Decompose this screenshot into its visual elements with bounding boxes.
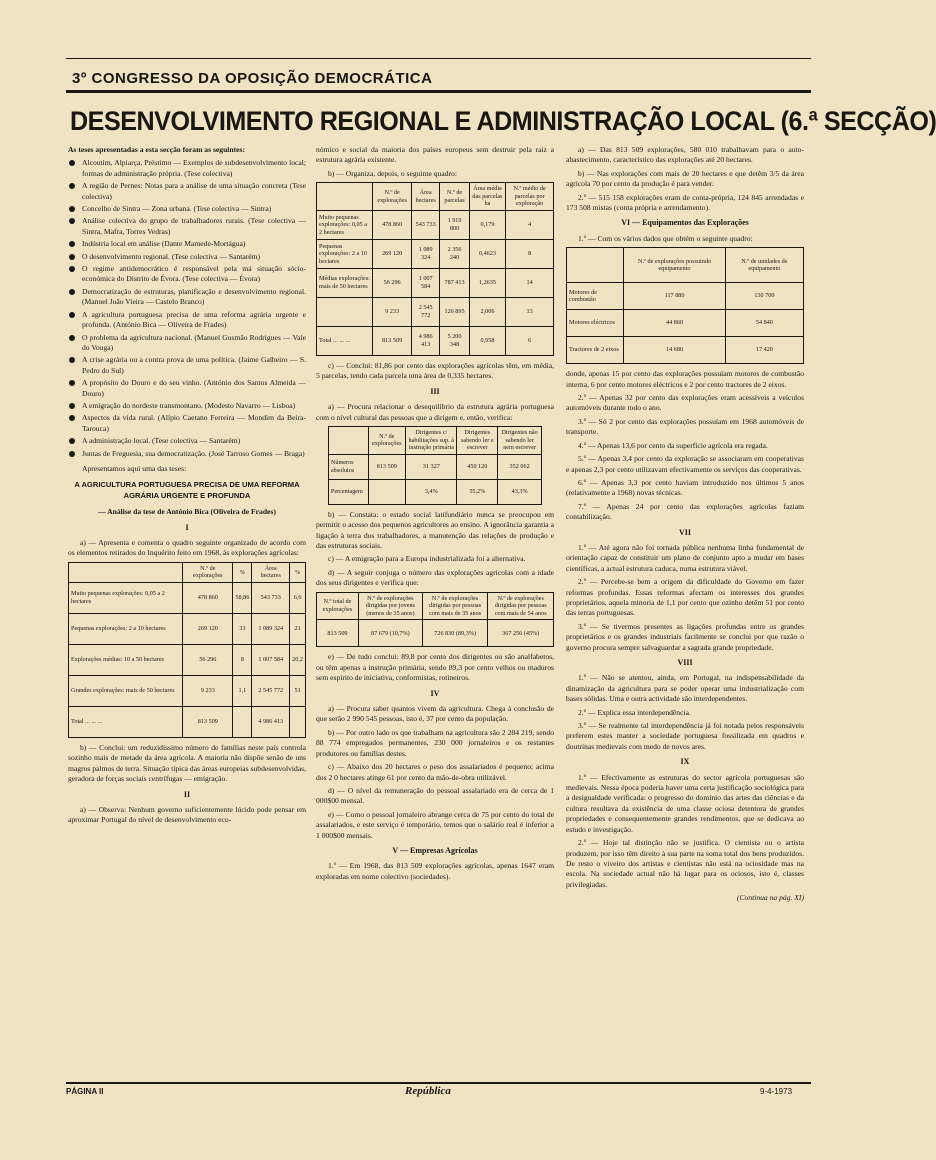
table-cell: 543 733 xyxy=(252,583,290,614)
thesis-item: A administração local. (Tese colectiva — Santarém) xyxy=(68,436,306,446)
column-1 xyxy=(68,145,306,829)
table-cell: 813 509 xyxy=(368,454,406,479)
thesis-item: Democratização de estruturas, planificação e desenvolvimento regional. (Manuel João Vieira — Castelo Branco) xyxy=(68,287,306,308)
table-cell: 8 xyxy=(233,645,252,676)
table-cell: 13 xyxy=(506,298,554,327)
table-cell: 87 679 (10,7%) xyxy=(358,620,422,647)
table-cell: 51 xyxy=(290,676,306,707)
thesis-item: O problema da agricultura nacional. (Manuel Gusmão Rodrigues — Vale do Vouga) xyxy=(68,333,306,354)
thesis-item: A agricultura portuguesa precisa de uma reforma agrária urgente e profunda. (António Bica — Oliveira de Frades) xyxy=(68,310,306,331)
thesis-item: O desenvolvimento regional. (Tese colectiva — Santarém) xyxy=(68,252,306,262)
table-header-cell: N.º de explorações xyxy=(368,427,406,455)
paragraph: a) — Procura saber quantos vivem da agricultura. Chega à conclusão de que serão 2 990 545 pessoas, isto é, 37 por cento da população. xyxy=(316,704,554,724)
table-header-cell xyxy=(328,427,368,455)
paragraph: b) — Nas explorações com mais de 20 hectares e que detêm 3/5 da área agrícola 70 por cento da produção é para vender. xyxy=(566,168,804,189)
continued-note: (Continua na pág. XI) xyxy=(736,893,804,903)
table-cell: 726 830 (89,3%) xyxy=(422,620,488,647)
table-cell: 352 062 xyxy=(498,454,542,479)
table-cell: 9 233 xyxy=(373,298,412,327)
table-cell: 1 007 584 xyxy=(252,645,290,676)
table-row xyxy=(317,211,554,240)
table-header-cell: N.º total de explorações xyxy=(317,592,359,620)
table-header-cell: N.º de explorações possuindo equipamento xyxy=(624,248,725,283)
table-cell: Números absolutos xyxy=(328,454,368,479)
column-3 xyxy=(566,145,804,907)
table-cell: 2 545 772 xyxy=(411,298,439,327)
intro-text: As teses apresentadas a esta secção foram as seguintes: xyxy=(68,145,246,154)
table-cell: 14 680 xyxy=(624,337,725,364)
paragraph: 1.º — Até agora não foi tornada pública nenhuma linha fundamental de orientação capaz de constituir um plano de conjunto apto a mudar em bases científicas, a actual estrutura caduca, numa estrutura viável. xyxy=(566,542,804,573)
table-holdings xyxy=(68,562,306,738)
table-header-row xyxy=(69,562,306,582)
paragraph: 1.º — Com os vários dados que obtém o seguinte quadro: xyxy=(578,233,753,243)
table-cell: 269 120 xyxy=(373,240,412,269)
paragraph: 5.º — Apenas 3,4 por cento da exploração se associaram em cooperativas e apenas 2,3 por cento utilizavam efectivamente os serviços das cooperativas. xyxy=(566,454,804,474)
thesis-item: Indústria local em análise (Dante Mamede-Mortágua) xyxy=(68,239,306,249)
table-cell: Percentagem xyxy=(328,479,368,504)
table-header-cell: N.º de explorações dirigidas por pessoas com mais de 54 anos xyxy=(488,592,554,620)
table-cell: 478 860 xyxy=(373,211,412,240)
table-cell: 54 840 xyxy=(725,310,803,337)
table-cell: Pequenas explorações: 2 a 10 hectares xyxy=(317,240,373,269)
thesis-item: A propósito do Douro e do seu vinho. (António dos Santos Almeida — Douro) xyxy=(68,378,306,399)
section-heading-iii: III xyxy=(430,386,440,396)
table-cell: 450 120 xyxy=(457,454,498,479)
table-cell: 21 xyxy=(290,614,306,645)
present-text: Apresentamos aqui uma das teses: xyxy=(82,463,187,473)
paragraph: 7.º — Apenas 24 por cento das explorações agrícolas faziam contabilização. xyxy=(566,501,804,522)
table-cell: Muito pequenas explorações: 0,05 a 2 hectares xyxy=(317,211,373,240)
table-header-cell: N.º de parcelas xyxy=(440,183,469,211)
table-cell: 1 919 800 xyxy=(440,211,469,240)
table-cell: 56 296 xyxy=(183,645,233,676)
table-header-cell: % xyxy=(233,562,252,582)
paragraph: donde, apenas 15 por cento das explorações possuíam motores de combustão interna, 6 por cento motores eléctricos e 2 por cento tractores de 2 eixos. xyxy=(566,369,804,389)
paragraph: c) — A emigração para a Europa industrializada foi a alternativa. xyxy=(328,554,526,564)
table-row xyxy=(317,620,554,647)
table-cell: 3,4% xyxy=(406,479,457,504)
paragraph: 2.º — 515 158 explorações eram de conta-própria, 124 845 arrendadas e 173 508 mistas (conta própria e arrendamento). xyxy=(566,192,804,213)
issue-date: 9-4-1973 xyxy=(760,1087,793,1096)
table-equipment xyxy=(566,247,804,364)
footer-rule xyxy=(66,1082,811,1084)
table-cell: 4 xyxy=(506,211,554,240)
paragraph: a) — Procura relacionar o desequilíbrio da estrutura agrária portuguesa com o nível cultural das pessoas que a dirigem e, então, verifica: xyxy=(316,402,554,422)
table-cell: Explorações médias: 10 a 50 hectares xyxy=(69,645,183,676)
table-cell: 4 986 413 xyxy=(411,327,439,356)
table-cell: 8 xyxy=(506,240,554,269)
table-cell: 55,2% xyxy=(457,479,498,504)
table-row xyxy=(69,645,306,676)
thesis-item: Concelho de Sintra — Zona urbana. (Tese colectiva — Sintra) xyxy=(68,204,306,214)
table-cell: 126 895 xyxy=(440,298,469,327)
table-header-row xyxy=(317,592,554,620)
thesis-item: A região de Pernes: Notas para a análise de uma situação concreta (Tese colectiva) xyxy=(68,181,306,202)
thesis-item: Juntas de Freguesia, sua democratização. (José Tarroso Gomes — Braga) xyxy=(68,449,306,459)
table-cell xyxy=(290,707,306,738)
table-header-cell: N.º médio de parcelas por exploração xyxy=(506,183,554,211)
table-header-cell: Área média das parcelas ha xyxy=(469,183,506,211)
paragraph: 3.º — Se tivermos presentes as ligações profundas entre os grandes proprietários e os grandes industriais facilmente se conclui por que razão o governo procura sempre salvaguardar a sagrada grande propriedade. xyxy=(566,621,804,652)
paragraph: 2.º — Apenas 32 por cento das explorações eram acessíveis a veículos automóveis durante todo o ano. xyxy=(566,393,804,413)
table-cell: Muito pequenas explorações: 0,05 a 2 hectares xyxy=(69,583,183,614)
table-cell: Grandes explorações: mais de 50 hectares xyxy=(69,676,183,707)
table-header-cell: Dirigentes não sabendo ler nem escrever xyxy=(498,427,542,455)
table-cell: 20,2 xyxy=(290,645,306,676)
table-row xyxy=(328,479,541,504)
table-cell xyxy=(317,298,373,327)
table-header-cell: N.º de explorações dirigidas por pessoas com mais de 35 anos xyxy=(422,592,488,620)
paragraph: 3.º — Se realmente tal interdependência já foi notada pelos responsáveis preferem estes manter a sociedade portuguesa fossilizada em quadros e doutrinas medievais com medo de novos ares. xyxy=(566,721,804,751)
header-rule xyxy=(66,90,811,93)
paragraph: b) — Por outro lado os que trabalham na agricultura são 2 284 219, sendo 88 774 empregados permanentes, 230 000 jornaleiros e os restantes produtores ou famílias destes. xyxy=(316,727,554,758)
paragraph: b) — Organiza, depois, o seguinte quadro: xyxy=(328,168,457,178)
table-row xyxy=(567,310,804,337)
table-education xyxy=(328,426,542,505)
newspaper-name: República xyxy=(405,1085,451,1097)
paragraph: 4.º — Apenas 13,6 por cento da superfície agrícola era regada. xyxy=(578,440,768,450)
thesis-item: O regime antidemocrático é responsável pela má situação sócio-económica do Distrito de Évora. (Tese colectiva — Évora) xyxy=(68,264,306,285)
table-age xyxy=(316,592,554,648)
table-cell: 117 880 xyxy=(624,283,725,310)
table-row xyxy=(317,269,554,298)
table-cell: 2 545 772 xyxy=(252,676,290,707)
section-heading-iv: IV xyxy=(430,688,440,698)
table-cell: 0,958 xyxy=(469,327,506,356)
table-cell: 478 860 xyxy=(183,583,233,614)
paragraph: d) — A seguir conjuga o número das explorações agrícolas com a idade dos seus dirigentes e verifica que: xyxy=(316,567,554,588)
thesis-item: A emigração do nordeste transmontano. (Modesto Navarro — Lisboa) xyxy=(68,401,306,411)
table-cell: 31 327 xyxy=(406,454,457,479)
table-cell: 543 733 xyxy=(411,211,439,240)
table-row xyxy=(69,583,306,614)
table-header-cell: Área hectares xyxy=(411,183,439,211)
table-cell: 6,6 xyxy=(290,583,306,614)
paragraph: 1.º — Não se atentou, ainda, em Portugal, na indispensabilidade da dinamização da agricultura para se poder operar uma industrialização com bases sólidas. Uma e outra actividade são interdependentes. xyxy=(566,673,804,704)
table-cell: 0,4623 xyxy=(469,240,506,269)
thesis-item: Alcoutim, Alpiarça, Préstimo — Exemplos de subdesenvolvimento local; formas de administração própria. (Tese colectiva) xyxy=(68,158,306,179)
table-header-cell xyxy=(317,183,373,211)
paragraph: d) — O nível da remuneração do pessoal assalariado era de cerca de 1 000$00 mensal. xyxy=(316,785,554,806)
page-title: DESENVOLVIMENTO REGIONAL E ADMINISTRAÇÃO LOCAL (6.ª SECÇÃO) xyxy=(70,106,936,136)
table-header-cell: N.º de unidades de equipamento xyxy=(725,248,803,283)
paragraph: b) — Conclui: um reduzidíssimo número de famílias neste país controla sozinho mais de metade da área agrícola. A maioria não dispõe senão de uns magros palmos de terra. Situação típica das áreas europeias subdesenvolvidas, geradora de forças sociais centrífugas — emigração. xyxy=(68,743,306,784)
table-row xyxy=(69,676,306,707)
table-row xyxy=(567,337,804,364)
table-cell: 33 xyxy=(233,614,252,645)
table-cell: 9 233 xyxy=(183,676,233,707)
table-cell: 2 356 240 xyxy=(440,240,469,269)
table-cell: 813 509 xyxy=(373,327,412,356)
paragraph: a) — Observa: Nenhum governo suficientemente lúcido pode pensar em aproximar Portugal do nível de desenvolvimento eco- xyxy=(68,805,306,825)
table-header-cell: Área hectares xyxy=(252,562,290,582)
table-cell: Tractores de 2 eixos xyxy=(567,337,624,364)
table-header-cell xyxy=(567,248,624,283)
table-cell: 58,86 xyxy=(233,583,252,614)
table-row xyxy=(69,614,306,645)
paragraph: b) — Constata: o estado social latifundiário nunca se preocupou em permitir o acesso dos pequenos agricultores ao ensino. A ignorância garantia a ligação à terra dos trabalhadores, a manutenção das relações de produção e das estruturas sociais. xyxy=(316,509,554,551)
table-header-cell: N.º de explorações dirigidas por jovens (menos de 35 anos) xyxy=(358,592,422,620)
table-header-cell: Dirigentes c/ habilitações sup. à instrução primária xyxy=(406,427,457,455)
table-cell: Total ... ... ... xyxy=(69,707,183,738)
paragraph: c) — Conclui: 81,86 por cento das explorações agrícolas têm, em média, 5 parcelas, tendo cada parcela uma área de 0,335 hectares. xyxy=(316,361,554,381)
table-header-row xyxy=(567,248,804,283)
thesis-item: A crise agrária ou a contra prova de uma política. (Jaime Galheiro — S. Pedro do Sul) xyxy=(68,355,306,376)
paragraph: a) — Das 813 509 explorações, 580 010 trabalhavam para o auto-abastecimento, característico das explorações até 20 hectares. xyxy=(566,145,804,165)
section-heading-i: I xyxy=(185,522,189,532)
table-row xyxy=(328,454,541,479)
table-cell: 813 509 xyxy=(317,620,359,647)
section-heading-v: V — Empresas Agrícolas xyxy=(392,845,478,855)
table-cell: 56 296 xyxy=(373,269,412,298)
page-number: PÁGINA II xyxy=(66,1087,104,1096)
table-cell: Total ... ... ... xyxy=(317,327,373,356)
table-cell: 17 420 xyxy=(725,337,803,364)
table-cell: 1 007 584 xyxy=(411,269,439,298)
paragraph: nómico e social da maioria dos países europeus sem destruir pela raiz a estrutura agrária existente. xyxy=(316,145,554,165)
table-cell xyxy=(368,479,406,504)
table-cell: 44 860 xyxy=(624,310,725,337)
table-cell: Motores de combustão xyxy=(567,283,624,310)
table-cell: Médias explorações: mais de 50 hectares xyxy=(317,269,373,298)
table-header-cell xyxy=(69,562,183,582)
table-cell: 1,2635 xyxy=(469,269,506,298)
thesis-title: A AGRICULTURA PORTUGUESA PRECISA DE UMA REFORMA AGRÁRIA URGENTE E PROFUNDA xyxy=(74,480,300,500)
table-cell: 130 700 xyxy=(725,283,803,310)
table-parcels xyxy=(316,182,554,356)
section-header: 3º CONGRESSO DA OPOSIÇÃO DEMOCRÁTICA xyxy=(72,70,433,87)
paragraph: 6.º — Apenas 3,3 por cento haviam introduzido nos últimos 5 anos (relativamente a 1968) novas técnicas. xyxy=(566,477,804,498)
table-row xyxy=(317,240,554,269)
table-header-cell: N.º de explorações xyxy=(183,562,233,582)
paragraph: 1.º — Em 1968, das 813 509 explorações agrícolas, apenas 1647 eram exploradas em nome colectivo (sociedades). xyxy=(316,861,554,881)
table-header-row xyxy=(317,183,554,211)
table-cell: 787 413 xyxy=(440,269,469,298)
table-row xyxy=(567,283,804,310)
table-cell: 2,006 xyxy=(469,298,506,327)
table-cell: 813 509 xyxy=(183,707,233,738)
paragraph: 2.º — Explica essa interdependência. xyxy=(578,707,691,717)
table-cell: 1 089 324 xyxy=(252,614,290,645)
table-row xyxy=(317,327,554,356)
table-cell: 269 120 xyxy=(183,614,233,645)
table-cell: 4 986 413 xyxy=(252,707,290,738)
analysis-byline: — Análise da tese de António Bica (Oliveira de Frades) xyxy=(98,507,276,517)
table-cell: 5 200 348 xyxy=(440,327,469,356)
section-heading-ii: II xyxy=(183,789,191,799)
paragraph: c) — Abaixo dos 20 hectares o peso dos assalariados é pequeno; acima dos 2 0 hectares atinge 61 por cento da mão-de-obra utilizável. xyxy=(316,762,554,782)
section-heading-vi: VI — Equipamentos das Explorações xyxy=(621,218,749,228)
top-rule xyxy=(66,58,811,59)
thesis-item: Aspectos da vida rural. (Alípio Caetano Ferreira — Mondim da Beira-Tarouca) xyxy=(68,413,306,434)
section-heading-viii: VIII xyxy=(677,658,693,667)
table-cell: 6 xyxy=(506,327,554,356)
column-2 xyxy=(316,145,554,885)
section-heading-vii: VII xyxy=(678,527,691,537)
table-cell: 0,179 xyxy=(469,211,506,240)
paragraph: e) — Como o pessoal jornaleiro abrange cerca de 75 por cento do total de assalariados, e este serviço é temporário, temos que o salário real é inferior a 1 000$00 mensais. xyxy=(316,809,554,840)
table-cell: 14 xyxy=(506,269,554,298)
table-cell: 43,3% xyxy=(498,479,542,504)
table-row xyxy=(69,707,306,738)
paragraph: 2.º — Percebe-se bem a origem da dificuldade do Governo em fazer reformas profundas. Essas reformas afectam os interesses dos grandes proprietários, aquela minoria de 1,1 por cento que ozinho detêm 51 por cento das terras portuguesas. xyxy=(566,577,804,618)
table-header-cell: Dirigentes sabendo ler e escrever xyxy=(457,427,498,455)
paragraph: 3.º — Só 2 por cento das explorações possuíam em 1968 automóveis de transporte. xyxy=(566,416,804,437)
table-cell: 1 089 324 xyxy=(411,240,439,269)
paragraph: a) — Apresenta e comenta o quadro seguinte organizado de acordo com os elementos retirados do Inquérito feito em 1968, às explorações agrícolas: xyxy=(68,538,306,558)
table-cell xyxy=(233,707,252,738)
table-row xyxy=(317,298,554,327)
table-cell: 1,1 xyxy=(233,676,252,707)
table-cell: Motores eléctricos xyxy=(567,310,624,337)
paragraph: 2.º — Hoje tal distinção não se justifica. O cientista ou o artista produzem, por isso têm direito à sua parte na soma total dos bens produzidos. De resto o viveiro dos artistas e cientistas não está na ociosidade mas na escola. Na sociedade actual não há lugar para os ociosos, isto é, classes privilegiadas. xyxy=(566,838,804,889)
paragraph: e) — De tudo conclui: 89,8 por cento dos dirigentes ou são analfabetos, ou têm apenas a instrução primária, sendo 89,3 por cento velhos ou maduros sem espírito de iniciativa, conformistas, rotineiros. xyxy=(316,652,554,683)
paragraph: 1.º — Efectivamente as estruturas do sector agrícola portuguesas são medievais. Nessa época poderia haver uma certa justificação sociológica para a desigualdade verificada: o progresso do domínio das artes das ciências e da cultura resultava da existência de uma classe ociosa detentora de grandes propriedades e consequentemente grandes rendimentos, que se dedicava ao estudo e investigação. xyxy=(566,772,804,834)
table-header-cell: % xyxy=(290,562,306,582)
table-cell: Pequenas explorações: 2 a 10 hectares xyxy=(69,614,183,645)
table-header-row xyxy=(328,427,541,455)
thesis-item: Análise colectiva do grupo de trabalhadores rurais. (Tese colectiva — Sintra, Mafra, Torres Vedras) xyxy=(68,216,306,237)
section-heading-ix: IX xyxy=(680,757,690,767)
table-cell: 367 256 (45%) xyxy=(488,620,554,647)
table-header-cell: N.º de explorações xyxy=(373,183,412,211)
